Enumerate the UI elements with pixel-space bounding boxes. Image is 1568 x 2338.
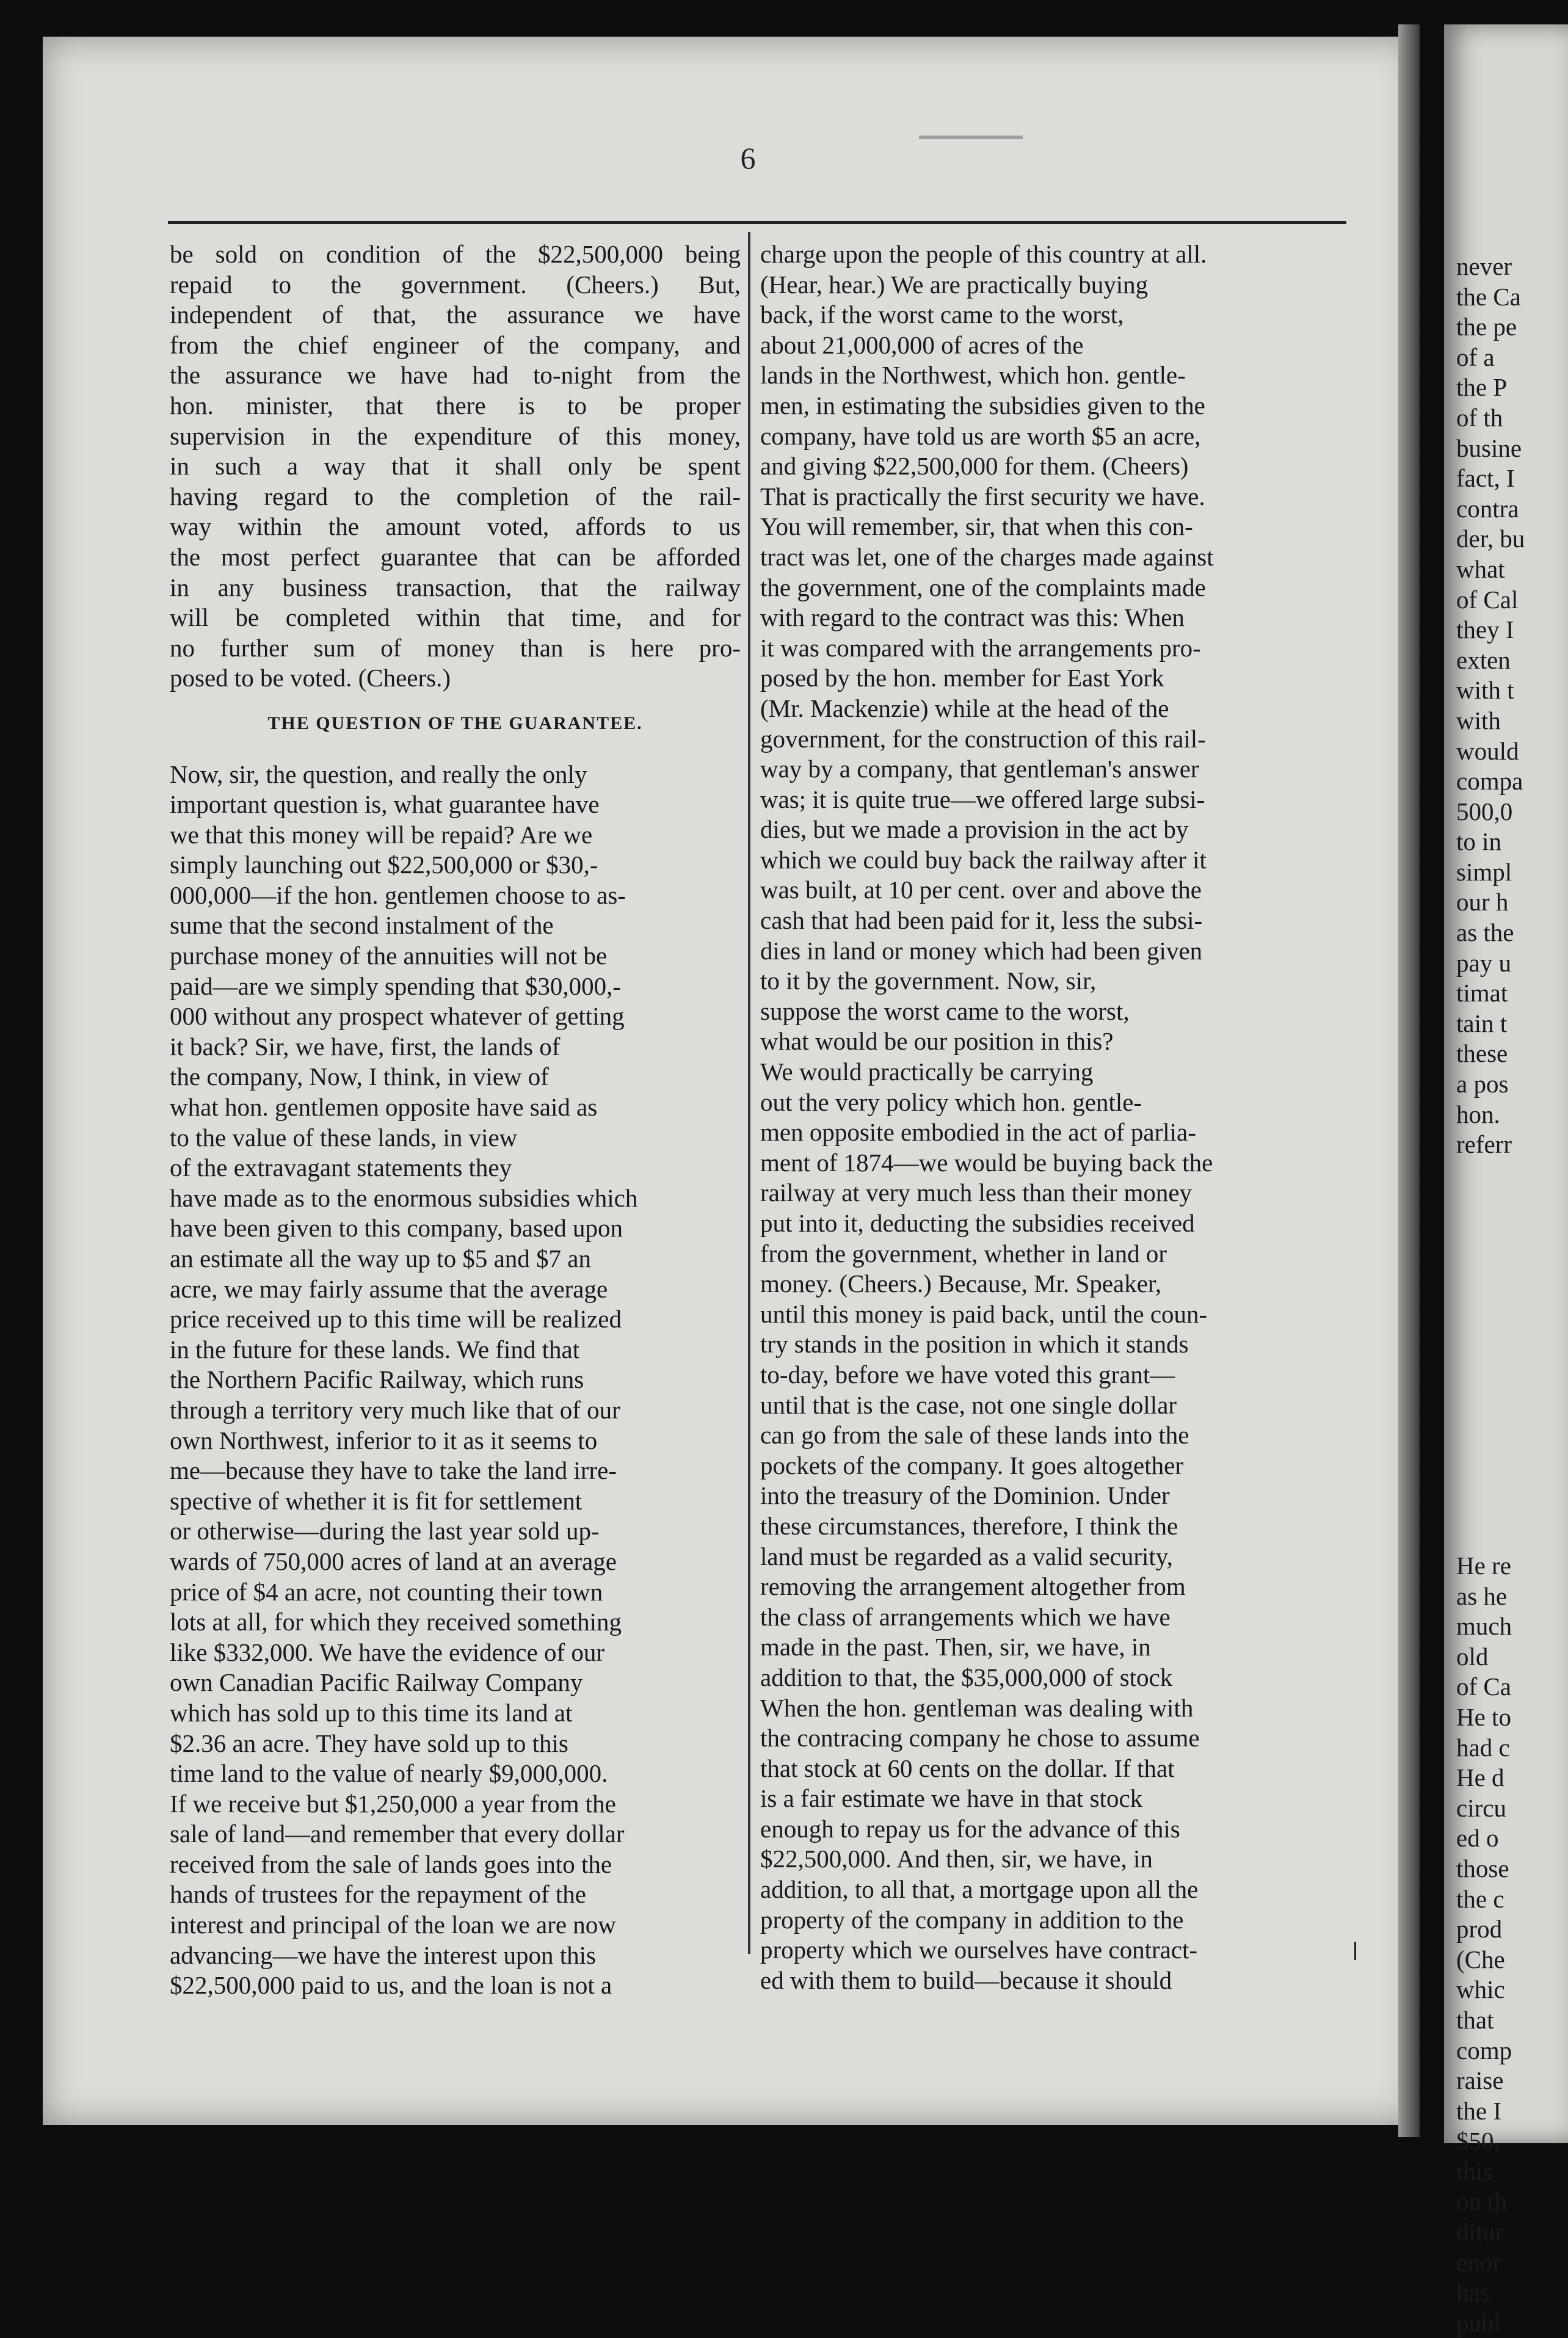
text-line: from the chief engineer of the company, and [170, 330, 741, 359]
text-line: have been given to this company, based upon [170, 1214, 623, 1243]
text-line: until this money is paid back, until the coun- [760, 1299, 1208, 1328]
text-line: men opposite embodied in the act of parlia- [760, 1118, 1196, 1147]
facing-text-line: of a [1456, 343, 1495, 371]
text-line: which has sold up to this time its land at [170, 1698, 573, 1727]
text-line: about 21,000,000 of acres of the [760, 330, 1084, 359]
text-line: be sold on condition of the $22,500,000 being [170, 240, 741, 268]
text-line: You will remember, sir, that when this con- [760, 512, 1193, 541]
facing-text-line: of Cal [1456, 585, 1519, 614]
text-line: railway at very much less than their money [760, 1178, 1192, 1207]
text-line: the most perfect guarantee that can be afforded [170, 542, 741, 571]
facing-text-line: with t [1456, 676, 1514, 705]
facing-text-line: exten [1456, 645, 1511, 674]
text-line: it was compared with the arrangements pro- [760, 633, 1201, 662]
section-subheading: THE QUESTION OF THE GUARANTEE. [267, 713, 643, 733]
text-line: out the very policy which hon. gentle- [760, 1087, 1142, 1116]
facing-text-line: referr [1456, 1130, 1512, 1159]
text-line: we that this money will be repaid? Are we [170, 820, 593, 849]
text-line: pockets of the company. It goes altogether [760, 1451, 1183, 1479]
facing-text-line: never [1456, 252, 1512, 280]
text-line: time land to the value of nearly $9,000,000. [170, 1759, 608, 1788]
text-line: an estimate all the way up to $5 and $7 an [170, 1244, 591, 1272]
facing-text-line: hon. [1456, 1100, 1500, 1128]
text-line: have made as to the enormous subsidies which [170, 1183, 638, 1212]
text-line: what would be our position in this? [760, 1027, 1114, 1056]
text-line: tract was let, one of the charges made against [760, 542, 1214, 571]
facing-text-line: timat [1456, 979, 1508, 1007]
text-line: addition to that, the $35,000,000 of stock [760, 1663, 1173, 1691]
text-line: the contracing company he chose to assume [760, 1724, 1200, 1752]
text-line: property of the company in addition to the [760, 1905, 1184, 1934]
text-line: 000,000—if the hon. gentlemen choose to as- [170, 880, 626, 909]
text-line: way within the amount voted, affords to us [170, 512, 741, 541]
facing-text-line: contra [1456, 494, 1519, 523]
text-line: advancing—we have the interest upon this [170, 1940, 596, 1969]
text-line: simply launching out $22,500,000 or $30,- [170, 851, 598, 879]
text-line: received from the sale of lands goes into the [170, 1850, 612, 1878]
text-line: is a fair estimate we have in that stock [760, 1784, 1143, 1813]
facing-text-line: (Che [1456, 1945, 1505, 1973]
text-line: supervision in the expenditure of this money, [170, 421, 741, 450]
text-line: cash that had been paid for it, less the subsi- [760, 906, 1203, 935]
text-line: $22,500,000 paid to us, and the loan is not a [170, 1971, 612, 2000]
text-line: property which we ourselves have contract- [760, 1936, 1198, 1964]
facing-text-line: der, bu [1456, 525, 1525, 553]
text-line: made in the past. Then, sir, we have, in [760, 1633, 1151, 1661]
text-line: company, have told us are worth $5 an acre, [760, 421, 1201, 450]
text-line: repaid to the government. (Cheers.) But, [170, 270, 741, 299]
text-line: lands in the Northwest, which hon. gentle- [760, 361, 1186, 390]
facing-text-line: He d [1456, 1763, 1504, 1792]
header-dash [919, 136, 1023, 139]
facing-text-line: old [1456, 1642, 1489, 1671]
text-line: it back? Sir, we have, first, the lands of [170, 1032, 561, 1061]
right-paragraph [760, 239, 1340, 1995]
text-line: from the government, whether in land or [760, 1239, 1167, 1268]
facing-text-line: 500,0 [1456, 797, 1513, 826]
text-line: these circumstances, therefore, I think the [760, 1511, 1178, 1540]
facing-text-line: much [1456, 1612, 1512, 1641]
text-line: When the hon. gentleman was dealing with [760, 1693, 1194, 1722]
facing-text-line: of th [1456, 403, 1503, 432]
facing-text-line: the c [1456, 1884, 1504, 1913]
text-line: land must be regarded as a valid security, [760, 1542, 1173, 1570]
text-line: price of $4 an acre, not counting their town [170, 1577, 603, 1606]
facing-text-line: as the [1456, 918, 1514, 947]
text-line: with regard to the contract was this: When [760, 603, 1185, 632]
text-line: posed to be voted. (Cheers.) [170, 664, 451, 692]
text-line: was; it is quite true—we offered large subsi- [760, 785, 1205, 813]
right-column [760, 239, 1340, 1995]
text-line: the assurance we have had to-night from the [170, 361, 741, 390]
facing-text-line: these [1456, 1039, 1508, 1068]
header-rule [168, 221, 1346, 224]
text-line: no further sum of money than is here pro- [170, 633, 741, 662]
text-line: in the future for these lands. We find that [170, 1335, 580, 1363]
facing-text-line: compa [1456, 767, 1523, 796]
left-paragraph-1 [170, 239, 741, 694]
text-line: the Northern Pacific Railway, which runs [170, 1365, 584, 1394]
text-line: addition, to all that, a mortgage upon all the [760, 1875, 1199, 1904]
text-line: of the extravagant statements they [170, 1153, 512, 1182]
facing-text-line: this [1456, 2157, 1493, 2185]
text-line: or otherwise—during the last year sold up- [170, 1517, 600, 1545]
text-line: what hon. gentlemen opposite have said as [170, 1093, 598, 1122]
text-line: posed by the hon. member for East York [760, 664, 1164, 692]
text-line: put into it, deducting the subsidies received [760, 1209, 1195, 1237]
facing-text-line: enor [1456, 2248, 1501, 2276]
facing-text-line: the P [1456, 373, 1508, 402]
facing-text-line: on th [1456, 2187, 1508, 2216]
facing-text-line: ditur [1456, 2218, 1504, 2246]
text-line: ed with them to build—because it should [760, 1966, 1172, 1994]
facing-text-line: to in [1456, 827, 1502, 856]
facing-text-line: as he [1456, 1581, 1508, 1610]
facing-text-line: the pe [1456, 313, 1517, 341]
facing-text-line: circu [1456, 1793, 1506, 1822]
facing-text-line: He re [1456, 1552, 1511, 1580]
text-line: money. (Cheers.) Because, Mr. Speaker, [760, 1269, 1162, 1298]
facing-text-line: whic [1456, 1975, 1505, 2004]
facing-text-line: tain t [1456, 1009, 1508, 1037]
facing-text-line: the Ca [1456, 282, 1521, 311]
facing-text-line: pay u [1456, 948, 1511, 977]
facing-text-line: they I [1456, 615, 1514, 644]
text-line: (Mr. Mackenzie) while at the head of the [760, 694, 1169, 722]
text-line: independent of that, the assurance we have [170, 300, 741, 329]
text-line: men, in estimating the subsidies given to the [760, 391, 1205, 419]
facing-text-line: He to [1456, 1702, 1511, 1731]
facing-text-line: with [1456, 706, 1501, 735]
text-line: hon. minister, that there is to be proper [170, 391, 741, 419]
text-line: We would practically be carrying [760, 1058, 1094, 1086]
facing-text-line: of Ca [1456, 1672, 1511, 1701]
left-paragraph-2 [170, 760, 741, 2001]
facing-text-line: those [1456, 1854, 1509, 1882]
text-line: and giving $22,500,000 for them. (Cheers) [760, 452, 1189, 481]
text-line: to-day, before we have voted this grant— [760, 1360, 1175, 1389]
text-line: lots at all, for which they received something [170, 1608, 622, 1636]
text-line: If we receive but $1,250,000 a year from the [170, 1789, 616, 1818]
text-line: 000 without any prospect whatever of getting [170, 1002, 625, 1031]
text-line: will be completed within that time, and for [170, 603, 741, 632]
facing-text-line: had c [1456, 1733, 1510, 1762]
facing-text-line: ed o [1456, 1824, 1499, 1853]
facing-text-line: raise [1456, 2066, 1504, 2095]
text-line: $22,500,000. And then, sir, we have, in [760, 1845, 1153, 1873]
text-line: spective of whether it is fit for settlement [170, 1486, 583, 1515]
text-line: was built, at 10 per cent. over and above the [760, 876, 1202, 904]
page-number: 6 [740, 141, 756, 175]
facing-text-line: busine [1456, 434, 1522, 462]
text-line: ment of 1874—we would be buying back the [760, 1148, 1213, 1177]
text-line: dies, but we made a provision in the act by [760, 815, 1189, 844]
text-line: like $332,000. We have the evidence of our [170, 1638, 605, 1666]
text-line: the government, one of the complaints made [760, 573, 1206, 601]
text-line: important question is, what guarantee have [170, 790, 600, 819]
left-column [170, 239, 741, 2001]
edge-mark [1354, 1942, 1356, 1960]
facing-text-line: fact, I [1456, 464, 1515, 493]
text-line: having regard to the completion of the rail- [170, 482, 741, 510]
column-divider [748, 232, 750, 1954]
text-line: through a territory very much like that of our [170, 1395, 620, 1424]
facing-text-line: a pos [1456, 1070, 1509, 1098]
text-line: own Northwest, inferior to it as it seems to [170, 1426, 598, 1454]
text-line: dies in land or money which had been given [760, 936, 1203, 965]
text-line: paid—are we simply spending that $30,000,- [170, 971, 622, 1000]
text-line: the company, Now, I think, in view of [170, 1062, 549, 1091]
text-line: acre, we may fairly assume that the average [170, 1274, 608, 1303]
text-line: wards of 750,000 acres of land at an average [170, 1547, 617, 1575]
text-line: purchase money of the annuities will not be [170, 942, 608, 970]
text-line: enough to repay us for the advance of this [760, 1814, 1180, 1843]
text-line: until that is the case, not one single dollar [760, 1390, 1177, 1419]
text-line: which we could buy back the railway after it [760, 845, 1207, 874]
text-line: Now, sir, the question, and really the only [170, 760, 587, 788]
text-line: the class of arrangements which we have [760, 1602, 1171, 1631]
text-line: sume that the second instalment of the [170, 911, 554, 940]
text-line: into the treasury of the Dominion. Under [760, 1481, 1170, 1510]
text-line: That is practically the first security we have. [760, 482, 1205, 510]
book-gutter [1398, 24, 1420, 2137]
facing-text-line: the I [1456, 2096, 1501, 2125]
facing-text-line: what [1456, 554, 1505, 583]
text-line: me—because they have to take the land irre- [170, 1456, 617, 1485]
facing-text-line: comp [1456, 2036, 1512, 2064]
text-line: price received up to this time will be realized [170, 1305, 622, 1334]
text-line: (Hear, hear.) We are practically buying [760, 270, 1149, 299]
text-line: sale of land—and remember that every dollar [170, 1820, 625, 1848]
facing-page-text-upper [1456, 252, 1525, 1160]
text-line: that stock at 60 cents on the dollar. If that [760, 1754, 1175, 1782]
text-line: hands of trustees for the repayment of the [170, 1880, 586, 1909]
facing-page [1444, 24, 1568, 2337]
facing-text-line: simpl [1456, 857, 1512, 886]
text-line: in such a way that it shall only be spent [170, 452, 741, 481]
facing-text-line: that [1456, 2005, 1494, 2034]
facing-text-line: prod [1456, 1915, 1503, 1944]
facing-page-text-lower [1456, 1551, 1512, 2338]
text-line: to the value of these lands, in view [170, 1123, 518, 1152]
text-line: back, if the worst came to the worst, [760, 300, 1124, 329]
text-line: government, for the construction of this rail- [760, 724, 1206, 753]
facing-text-line: has [1456, 2278, 1490, 2307]
text-line: in any business transaction, that the railway [170, 573, 741, 601]
text-line: way by a company, that gentleman's answer [760, 755, 1199, 783]
facing-text-line: publ [1456, 2308, 1501, 2337]
text-line: charge upon the people of this country at all. [760, 240, 1207, 268]
text-line: interest and principal of the loan we are now [170, 1911, 616, 1939]
text-line: $2.36 an acre. They have sold up to this [170, 1729, 568, 1757]
text-line: removing the arrangement altogether from [760, 1572, 1186, 1601]
text-line: can go from the sale of these lands into the [760, 1421, 1189, 1450]
text-line: suppose the worst came to the worst, [760, 997, 1130, 1025]
text-line: try stands in the position in which it stands [760, 1330, 1189, 1359]
facing-text-line: $50, [1456, 2127, 1500, 2155]
text-line: own Canadian Pacific Railway Company [170, 1668, 583, 1697]
facing-text-line: would [1456, 736, 1519, 765]
text-line: to it by the government. Now, sir, [760, 967, 1097, 995]
facing-text-line: our h [1456, 888, 1509, 917]
